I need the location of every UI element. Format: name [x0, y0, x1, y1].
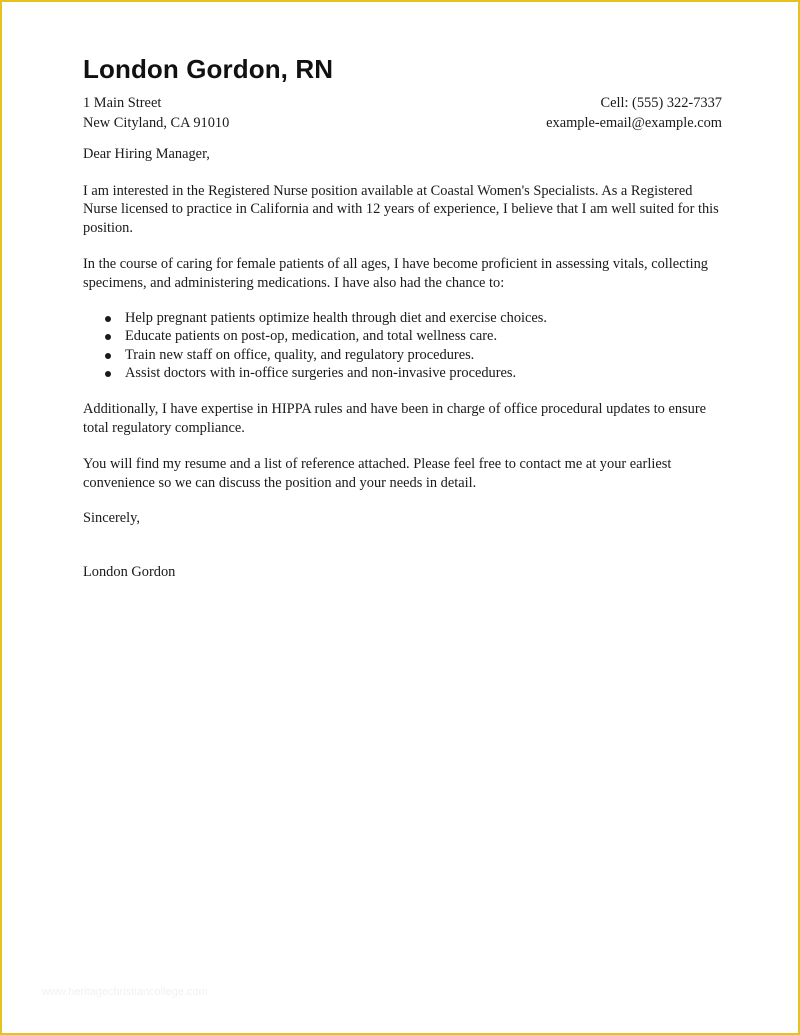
body-paragraph-1: I am interested in the Registered Nurse position available at Coastal Women's Specialists. As a Registered Nurse licensed to practice in California and with 12 years of experience, I believe that I am well suited for this position. — [83, 182, 719, 236]
body-paragraph-2: In the course of caring for female patients of all ages, I have become proficient in assessing vitals, collecting specimens, and administering medications. I have also had the chance to: — [83, 256, 708, 291]
address-block — [83, 93, 229, 133]
list-item-text: Help pregnant patients optimize health through diet and exercise choices. — [125, 310, 547, 326]
bullet-icon — [105, 371, 111, 377]
contact-block — [83, 93, 722, 133]
list-item-text: Train new staff on office, quality, and regulatory procedures. — [125, 346, 475, 363]
phone-email-block — [546, 93, 722, 133]
list-item — [125, 364, 722, 382]
list-item-text: Educate patients on post-op, medication, and total wellness care. — [125, 328, 498, 345]
list-item — [125, 346, 722, 364]
signature-name: London Gordon — [83, 563, 176, 580]
skills-list — [83, 309, 722, 382]
list-item — [125, 327, 722, 345]
body-paragraph-3: Additionally, I have expertise in HIPPA rules and have been in charge of office procedural updates to ensure total regulatory compliance. — [83, 401, 707, 436]
address-line-2: New Cityland, CA 91010 — [83, 115, 230, 131]
cover-letter — [83, 54, 722, 581]
list-item-text: Assist doctors with in-office surgeries and non-invasive procedures. — [125, 364, 517, 381]
body-paragraph-4: You will find my resume and a list of reference attached. Please feel free to contact me at your earliest convenience so we can discuss the position and your needs in detail. — [83, 456, 672, 491]
closing: Sincerely, — [83, 510, 141, 527]
bullet-icon — [105, 334, 111, 340]
salutation: Dear Hiring Manager, — [83, 146, 210, 162]
address-line-1: 1 Main Street — [83, 95, 162, 111]
bullet-icon — [105, 353, 111, 359]
applicant-name: London Gordon, RN — [83, 54, 334, 84]
watermark: www.heritagechristiancollege.com — [42, 986, 208, 998]
bullet-icon — [105, 316, 111, 322]
phone-number: Cell: (555) 322-7337 — [600, 95, 722, 111]
email-address: example-email@example.com — [546, 115, 722, 131]
list-item — [125, 309, 722, 327]
